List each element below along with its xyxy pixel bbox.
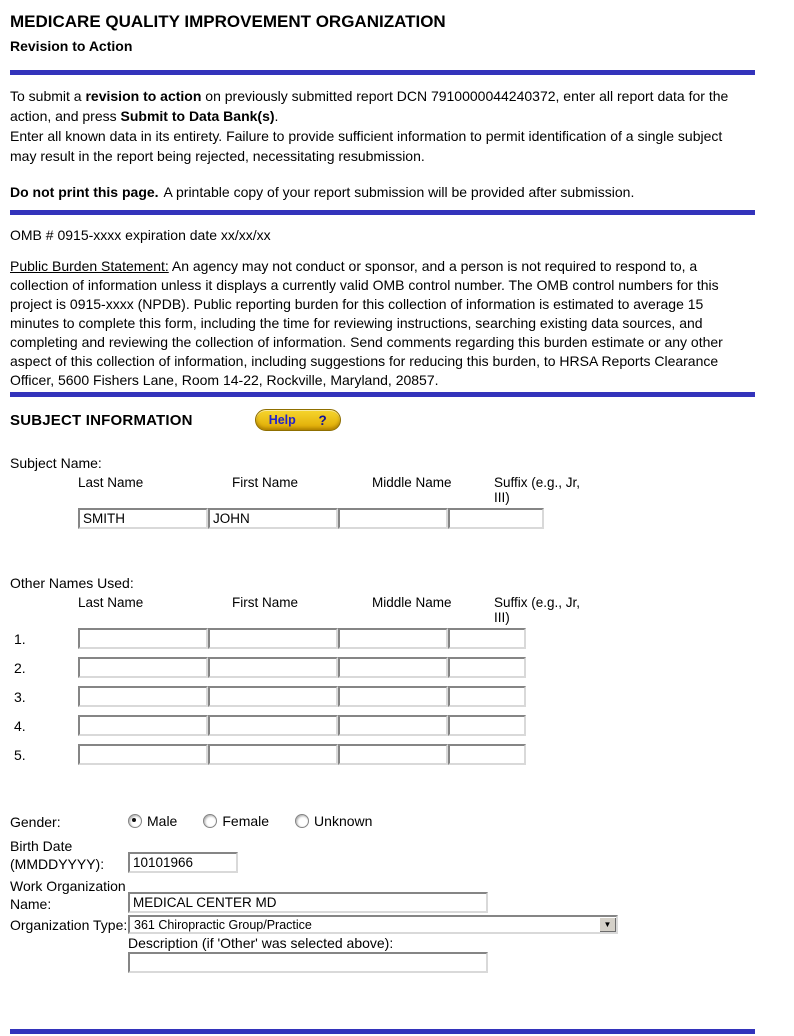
intro-p1-end: . — [274, 108, 279, 124]
page-title: MEDICARE QUALITY IMPROVEMENT ORGANIZATION — [10, 12, 446, 31]
column-header-last-name: Last Name — [78, 595, 144, 610]
row-number: 5. — [14, 746, 26, 763]
other-name-row-5 — [10, 744, 784, 765]
other-names-label: Other Names Used: — [10, 575, 134, 591]
section-divider-bottom — [10, 1029, 755, 1034]
other-name-3-last-input[interactable] — [78, 686, 208, 707]
other-name-1-last-input[interactable] — [78, 628, 208, 649]
other-name-4-first-input[interactable] — [208, 715, 338, 736]
gender-row — [10, 813, 784, 831]
subject-name-column-headers — [78, 475, 784, 505]
section-divider-top — [10, 70, 755, 75]
gender-option-unknown[interactable] — [295, 813, 372, 829]
other-name-2-first-input[interactable] — [208, 657, 338, 678]
other-name-3-first-input[interactable] — [208, 686, 338, 707]
burden-statement-text: An agency may not conduct or sponsor, and a person is not required to respond to, a collection of information unless it displays a currently valid OMB control number. The OMB control numbers for this project is 0915-xxxx (NPDB). Public reporting burden for this collection of information is estimated to average 15 minutes to complete this form, including the time for reviewing instructions, searching existing data sources, and completing and reviewing the collection of information. Send comments regarding this burden estimate or any other aspect of this collection of information, including suggestions for reducing this burden, to HRSA Reports Clearance Officer, 5600 Fishers Lane, Room 14-22, Rockville, Maryland, 20857. — [10, 258, 723, 388]
column-header-first-name: First Name — [232, 475, 299, 490]
column-header-suffix: Suffix (e.g., Jr, III) — [494, 475, 581, 505]
organization-type-row — [10, 915, 784, 934]
other-name-row-2 — [10, 657, 784, 678]
burden-statement-label: Public Burden Statement: — [10, 258, 169, 274]
organization-type-select[interactable] — [128, 915, 618, 934]
other-name-4-suffix-input[interactable] — [448, 715, 526, 736]
other-name-1-suffix-input[interactable] — [448, 628, 526, 649]
public-burden-statement — [10, 257, 752, 390]
subject-name-row — [10, 508, 784, 529]
intro-p1-mid: on previously submitted report DCN 7910000044240372, enter all report data for the action, and press — [10, 88, 729, 124]
other-name-4-last-input[interactable] — [78, 715, 208, 736]
subject-name-label: Subject Name: — [10, 455, 102, 471]
other-names-column-headers — [78, 595, 784, 625]
column-header-suffix: Suffix (e.g., Jr, III) — [494, 595, 581, 625]
column-header-middle-name: Middle Name — [372, 475, 452, 490]
subject-information-header — [10, 409, 784, 431]
other-name-row-1 — [10, 628, 784, 649]
column-header-first-name: First Name — [232, 595, 299, 610]
description-block — [128, 934, 784, 973]
male-radio-label: Male — [147, 813, 178, 829]
female-radio-label: Female — [222, 813, 270, 829]
subject-information-title: SUBJECT INFORMATION — [10, 411, 193, 429]
description-input[interactable] — [128, 952, 488, 973]
other-name-1-middle-input[interactable] — [338, 628, 448, 649]
subject-suffix-input[interactable] — [448, 508, 544, 529]
description-label: Description (if 'Other' was selected above): — [128, 935, 394, 951]
section-divider-2 — [10, 210, 755, 215]
other-name-row-3 — [10, 686, 784, 707]
gender-option-male[interactable] — [128, 813, 177, 829]
other-name-2-last-input[interactable] — [78, 657, 208, 678]
intro-paragraph-2: Enter all known data in its entirety. Failure to provide sufficient information to permit identification of a single subject may result in the report being rejected, necessitating resubmission. — [10, 128, 723, 164]
omb-number-line: OMB # 0915-xxxx expiration date xx/xx/xx — [10, 227, 271, 243]
row-number: 3. — [14, 688, 26, 705]
column-header-last-name: Last Name — [78, 475, 144, 490]
intro-paragraph-1 — [10, 86, 752, 126]
birth-date-input[interactable] — [128, 852, 238, 873]
help-button-label: Help — [268, 413, 296, 427]
birth-date-label: Birth Date (MMDDYYYY): — [10, 838, 105, 872]
other-name-2-middle-input[interactable] — [338, 657, 448, 678]
section-divider-3 — [10, 392, 755, 397]
help-button[interactable] — [255, 409, 341, 431]
female-radio-button[interactable] — [203, 814, 217, 828]
other-name-row-4 — [10, 715, 784, 736]
other-name-3-suffix-input[interactable] — [448, 686, 526, 707]
other-name-5-middle-input[interactable] — [338, 744, 448, 765]
subject-first-name-input[interactable] — [208, 508, 338, 529]
print-warning-rest: A printable copy of your report submission will be provided after submission. — [163, 184, 635, 200]
other-name-1-first-input[interactable] — [208, 628, 338, 649]
intro-p1-bold-submit: Submit to Data Bank(s) — [120, 108, 275, 124]
gender-options — [128, 813, 372, 829]
help-question-icon: ? — [318, 412, 327, 428]
row-number: 2. — [14, 659, 26, 676]
intro-p1-pre: To submit a — [10, 88, 86, 104]
organization-type-selected-value: 361 Chiropractic Group/Practice — [134, 917, 312, 932]
row-number: 4. — [14, 717, 26, 734]
other-name-2-suffix-input[interactable] — [448, 657, 526, 678]
unknown-radio-button[interactable] — [295, 814, 309, 828]
other-name-5-suffix-input[interactable] — [448, 744, 526, 765]
other-name-5-last-input[interactable] — [78, 744, 208, 765]
subject-last-name-input[interactable] — [78, 508, 208, 529]
work-organization-row — [10, 877, 784, 913]
other-name-4-middle-input[interactable] — [338, 715, 448, 736]
other-name-5-first-input[interactable] — [208, 744, 338, 765]
print-warning — [10, 182, 752, 202]
column-header-middle-name: Middle Name — [372, 595, 452, 610]
other-name-3-middle-input[interactable] — [338, 686, 448, 707]
work-organization-name-input[interactable] — [128, 892, 488, 913]
intro-p1-bold-revision: revision to action — [85, 88, 202, 104]
organization-type-label: Organization Type: — [10, 917, 128, 933]
subject-middle-name-input[interactable] — [338, 508, 448, 529]
male-radio-button[interactable] — [128, 814, 142, 828]
unknown-radio-label: Unknown — [314, 813, 373, 829]
gender-label: Gender: — [10, 814, 61, 830]
print-warning-bold: Do not print this page. — [10, 184, 159, 200]
page-subtitle: Revision to Action — [10, 38, 133, 54]
gender-option-female[interactable] — [203, 813, 269, 829]
dropdown-arrow-icon[interactable]: ▼ — [599, 917, 616, 932]
birth-date-row — [10, 837, 784, 873]
row-number: 1. — [14, 630, 26, 647]
work-organization-name-label: Work Organization Name: — [10, 878, 126, 912]
